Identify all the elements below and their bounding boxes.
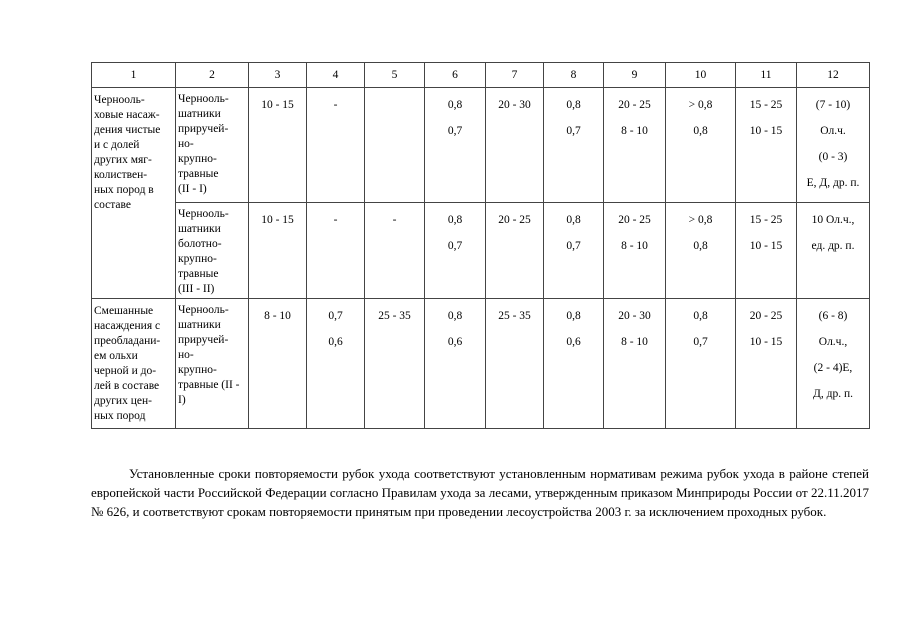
type-line: крупно- — [178, 364, 217, 376]
table-row — [92, 88, 870, 203]
group-name-line: колиствен- — [94, 169, 148, 181]
forest-group-cell — [92, 299, 176, 429]
group-name-line: ем ольхи — [94, 350, 138, 362]
forest-type-cell — [176, 203, 249, 299]
cell-col5 — [365, 88, 425, 203]
type-line: шатники — [178, 108, 221, 120]
group-name-line: насаждения с — [94, 320, 161, 332]
type-line: Чернооль- — [178, 304, 229, 316]
table-row — [92, 203, 870, 299]
cell-col11: 20 - 25 10 - 15 — [736, 299, 797, 429]
group-name-line: ных пород в — [94, 184, 154, 196]
header-cell: 4 — [307, 63, 365, 88]
cell-col8: 0,8 0,7 — [544, 203, 604, 299]
cell-col5: - — [365, 203, 425, 299]
cell-col6: 0,8 0,7 — [425, 88, 486, 203]
group-name-line: других мяг- — [94, 154, 152, 166]
cell-col4: - — [307, 88, 365, 203]
header-cell: 5 — [365, 63, 425, 88]
group-name-line: преобладани- — [94, 335, 161, 347]
type-line: Чернооль- — [178, 208, 229, 220]
group-name-line: ных пород — [94, 410, 146, 422]
cell-col5: 25 - 35 — [365, 299, 425, 429]
header-cell: 6 — [425, 63, 486, 88]
body-paragraph: Установленные сроки повторяемости рубок ухода соответствуют установленным нормативам режима рубок ухода в районе степей европейской части Российской Федерации согласно Правилам ухода за лесами, утвержденным приказом Минприроды России от 22.11.2017 № 626, и соответствуют срокам повторяемости принятым при проведении лесоустройства 2003 г. за исключением проходных рубок. — [91, 466, 869, 519]
type-line: приручей- — [178, 123, 229, 135]
cell-col7: 25 - 35 — [486, 299, 544, 429]
type-line: Чернооль- — [178, 93, 229, 105]
cell-col9: 20 - 25 8 - 10 — [604, 88, 666, 203]
cell-col6: 0,8 0,6 — [425, 299, 486, 429]
type-line: (III - II) — [178, 283, 215, 295]
type-line: травные (II - — [178, 379, 240, 391]
table-row — [92, 299, 870, 429]
forest-type-cell — [176, 88, 249, 203]
header-cell: 8 — [544, 63, 604, 88]
cell-col4: - — [307, 203, 365, 299]
type-line: шатники — [178, 319, 221, 331]
type-line: травные — [178, 268, 219, 280]
header-cell: 12 — [797, 63, 870, 88]
header-cell: 2 — [176, 63, 249, 88]
cutting-frequency-table — [91, 62, 870, 429]
type-line: шатники — [178, 223, 221, 235]
cell-col11: 15 - 25 10 - 15 — [736, 88, 797, 203]
group-name-line: лей в составе — [94, 380, 160, 392]
cell-col8: 0,8 0,7 — [544, 88, 604, 203]
type-line: I) — [178, 394, 186, 406]
cell-col6: 0,8 0,7 — [425, 203, 486, 299]
forest-group-cell — [92, 88, 176, 299]
group-name-line: ховые насаж- — [94, 109, 160, 121]
cell-col9: 20 - 25 8 - 10 — [604, 203, 666, 299]
type-line: крупно- — [178, 253, 217, 265]
cell-col3: 10 - 15 — [249, 203, 307, 299]
cell-col3: 8 - 10 — [249, 299, 307, 429]
group-name-line: других цен- — [94, 395, 152, 407]
type-line: травные — [178, 168, 219, 180]
cell-col12: 10 Ол.ч., ед. др. п. — [797, 203, 870, 299]
cell-col7: 20 - 25 — [486, 203, 544, 299]
cell-col12: (6 - 8) Ол.ч., (2 - 4)Е, Д, др. п. — [797, 299, 870, 429]
group-name-line: черной и до- — [94, 365, 157, 377]
cell-col10: > 0,8 0,8 — [666, 88, 736, 203]
header-cell: 3 — [249, 63, 307, 88]
cell-col8: 0,8 0,6 — [544, 299, 604, 429]
type-line: болотно- — [178, 238, 222, 250]
cell-col4: 0,7 0,6 — [307, 299, 365, 429]
group-name-line: и с долей — [94, 139, 140, 151]
type-line: но- — [178, 349, 194, 361]
header-cell: 9 — [604, 63, 666, 88]
type-line: крупно- — [178, 153, 217, 165]
table-header-row — [92, 63, 870, 88]
group-name-line: составе — [94, 199, 131, 211]
cell-col3: 10 - 15 — [249, 88, 307, 203]
cell-col12: (7 - 10) Ол.ч. (0 - 3) Е, Д, др. п. — [797, 88, 870, 203]
cell-col9: 20 - 30 8 - 10 — [604, 299, 666, 429]
cell-col10: 0,8 0,7 — [666, 299, 736, 429]
cell-col7: 20 - 30 — [486, 88, 544, 203]
header-cell: 1 — [92, 63, 176, 88]
header-cell: 11 — [736, 63, 797, 88]
type-line: (II - I) — [178, 183, 207, 195]
type-line: приручей- — [178, 334, 229, 346]
header-cell: 10 — [666, 63, 736, 88]
group-name-line: дения чистые — [94, 124, 161, 136]
group-name-line: Чернооль- — [94, 94, 145, 106]
forest-type-cell — [176, 299, 249, 429]
type-line: но- — [178, 138, 194, 150]
cell-col10: > 0,8 0,8 — [666, 203, 736, 299]
header-cell: 7 — [486, 63, 544, 88]
group-name-line: Смешанные — [94, 305, 154, 317]
cell-col11: 15 - 25 10 - 15 — [736, 203, 797, 299]
